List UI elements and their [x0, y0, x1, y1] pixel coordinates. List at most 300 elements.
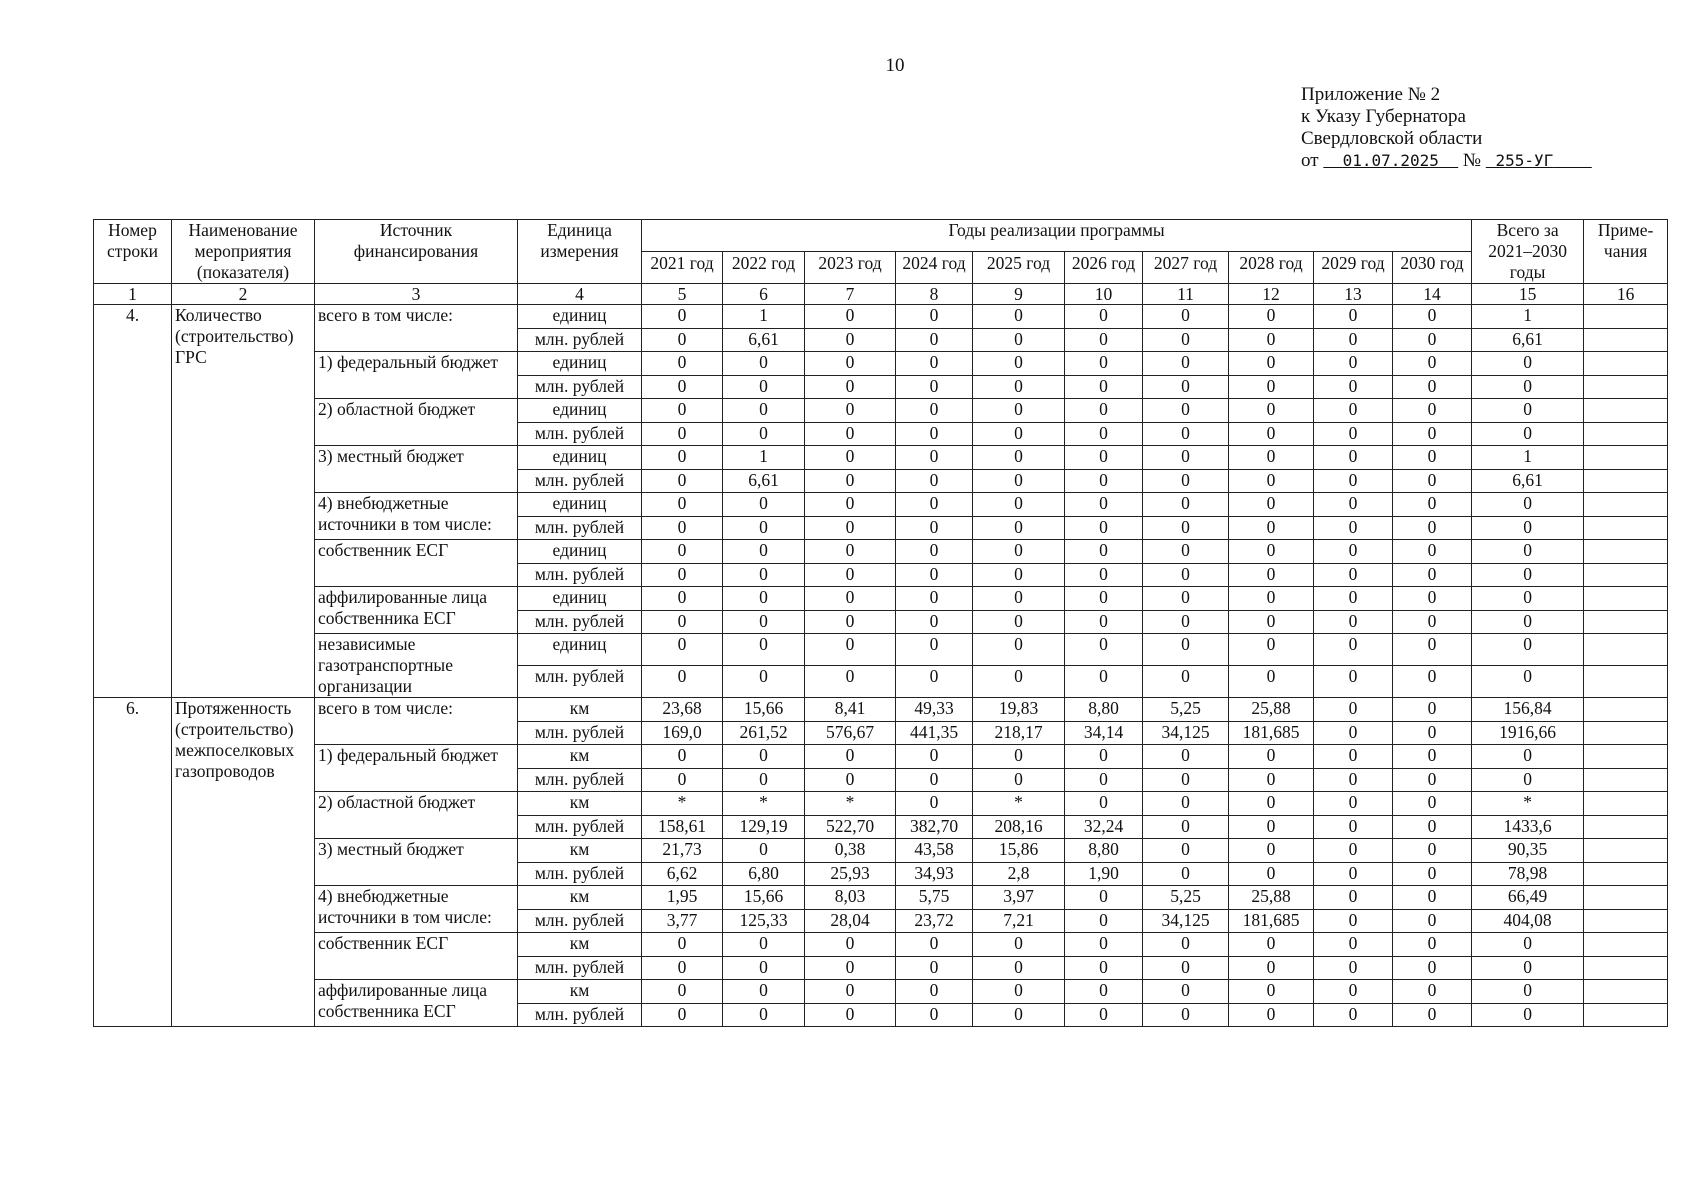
header-years-group: Годы реализации программы: [642, 220, 1472, 252]
year-value: 0: [723, 587, 805, 611]
notes-cell: [1584, 956, 1668, 980]
header-year: 2026 год: [1065, 252, 1143, 284]
total-value: 0: [1472, 768, 1584, 792]
funding-source: 4) внебюджетные источники в том числе:: [315, 886, 518, 933]
year-value: 0: [642, 399, 723, 423]
notes-cell: [1584, 666, 1668, 698]
appendix-title: Приложение № 2: [1301, 84, 1441, 105]
year-value: 0: [1229, 328, 1314, 352]
year-value: 0: [1393, 422, 1472, 446]
funding-source: 4) внебюджетные источники в том числе:: [315, 493, 518, 540]
column-number: 16: [1584, 284, 1668, 305]
year-value: 0: [1229, 399, 1314, 423]
appendix-block: [1301, 84, 1592, 172]
unit-cell: км: [518, 980, 642, 1004]
header-year: 2022 год: [723, 252, 805, 284]
year-value: 0: [1393, 328, 1472, 352]
year-value: 0: [1393, 909, 1472, 933]
notes-cell: [1584, 493, 1668, 517]
year-value: 0: [642, 469, 723, 493]
year-value: 0: [1229, 634, 1314, 666]
notes-cell: [1584, 1003, 1668, 1027]
year-value: 15,66: [723, 698, 805, 722]
total-value: 0: [1472, 1003, 1584, 1027]
year-value: 181,685: [1229, 721, 1314, 745]
date-prefix: от: [1301, 150, 1319, 171]
year-value: 0: [1065, 886, 1143, 910]
notes-cell: [1584, 815, 1668, 839]
column-numbers-row: [94, 284, 1668, 305]
table-row: [94, 446, 1668, 470]
total-value: 0: [1472, 563, 1584, 587]
year-value: 34,125: [1143, 721, 1229, 745]
table-row: [94, 839, 1668, 863]
notes-cell: [1584, 933, 1668, 957]
year-value: 6,62: [642, 862, 723, 886]
year-value: 32,24: [1065, 815, 1143, 839]
header-year: 2025 год: [973, 252, 1065, 284]
year-value: 8,80: [1065, 839, 1143, 863]
year-value: 0: [805, 352, 896, 376]
year-value: 0: [973, 745, 1065, 769]
table-row: [94, 540, 1668, 564]
notes-cell: [1584, 587, 1668, 611]
year-value: 0: [723, 666, 805, 698]
total-value: 1916,66: [1472, 721, 1584, 745]
column-number: 6: [723, 284, 805, 305]
year-value: 0: [896, 446, 973, 470]
year-value: 0: [1143, 745, 1229, 769]
notes-cell: [1584, 399, 1668, 423]
year-value: 0: [1314, 815, 1393, 839]
year-value: 0: [896, 352, 973, 376]
year-value: 0: [805, 634, 896, 666]
table-row: [94, 886, 1668, 910]
year-value: 0: [1143, 399, 1229, 423]
table-row: [94, 305, 1668, 329]
year-value: 0: [1065, 792, 1143, 816]
year-value: 0: [1314, 792, 1393, 816]
year-value: 6,61: [723, 469, 805, 493]
year-value: 0: [896, 563, 973, 587]
year-value: 0: [973, 980, 1065, 1004]
year-value: 0: [1143, 980, 1229, 1004]
year-value: 0: [1143, 446, 1229, 470]
year-value: 0: [896, 792, 973, 816]
notes-cell: [1584, 375, 1668, 399]
year-value: 0: [896, 956, 973, 980]
year-value: 0: [805, 956, 896, 980]
year-value: 0: [973, 516, 1065, 540]
year-value: 0: [1065, 666, 1143, 698]
year-value: 0: [1143, 768, 1229, 792]
year-value: 0: [1314, 305, 1393, 329]
year-value: 0: [723, 540, 805, 564]
year-value: 0: [723, 375, 805, 399]
year-value: 0: [1229, 352, 1314, 376]
year-value: 0: [642, 305, 723, 329]
column-number: 10: [1065, 284, 1143, 305]
section-name: Протяженность (строительство) межпоселковых газопроводов: [172, 698, 315, 1027]
year-value: 0: [1229, 768, 1314, 792]
year-value: 0: [1393, 745, 1472, 769]
table-row: [94, 933, 1668, 957]
unit-cell: км: [518, 933, 642, 957]
year-value: 0: [642, 375, 723, 399]
header-notes: Приме-чания: [1584, 220, 1668, 284]
year-value: 0: [1393, 493, 1472, 517]
year-value: 0: [1393, 516, 1472, 540]
year-value: 15,66: [723, 886, 805, 910]
column-number: 9: [973, 284, 1065, 305]
year-value: 0: [896, 666, 973, 698]
year-value: 0: [1393, 375, 1472, 399]
year-value: 0: [1143, 305, 1229, 329]
year-value: 0: [642, 422, 723, 446]
year-value: 1,95: [642, 886, 723, 910]
number-prefix: №: [1462, 150, 1482, 171]
year-value: 0: [1393, 1003, 1472, 1027]
year-value: 125,33: [723, 909, 805, 933]
notes-cell: [1584, 886, 1668, 910]
total-value: 0: [1472, 666, 1584, 698]
unit-cell: млн. рублей: [518, 862, 642, 886]
total-value: 0: [1472, 399, 1584, 423]
year-value: 0: [1065, 516, 1143, 540]
year-value: 0: [1393, 666, 1472, 698]
year-value: 0: [1314, 328, 1393, 352]
table-row: [94, 980, 1668, 1004]
year-value: 0: [1314, 862, 1393, 886]
year-value: 0: [1229, 540, 1314, 564]
year-value: 0: [723, 516, 805, 540]
year-value: 0: [896, 399, 973, 423]
year-value: 2,8: [973, 862, 1065, 886]
decree-number-value: 255-УГ: [1495, 151, 1554, 170]
section-number: 6.: [94, 698, 172, 1027]
year-value: 522,70: [805, 815, 896, 839]
year-value: 0: [723, 493, 805, 517]
unit-cell: млн. рублей: [518, 956, 642, 980]
year-value: 0: [973, 666, 1065, 698]
year-value: 8,41: [805, 698, 896, 722]
year-value: 8,80: [1065, 698, 1143, 722]
column-number: 15: [1472, 284, 1584, 305]
year-value: 0: [642, 634, 723, 666]
year-value: 0: [1229, 516, 1314, 540]
unit-cell: млн. рублей: [518, 328, 642, 352]
year-value: 0: [723, 956, 805, 980]
year-value: 0: [1065, 933, 1143, 957]
notes-cell: [1584, 698, 1668, 722]
year-value: 0: [642, 516, 723, 540]
year-value: 0: [1065, 469, 1143, 493]
year-value: 0: [1143, 352, 1229, 376]
year-value: 0: [1065, 587, 1143, 611]
year-value: 0: [1314, 909, 1393, 933]
year-value: 0: [896, 634, 973, 666]
year-value: 0: [1143, 493, 1229, 517]
year-value: 0: [1314, 1003, 1393, 1027]
year-value: 0: [896, 768, 973, 792]
year-value: 261,52: [723, 721, 805, 745]
year-value: 0: [805, 399, 896, 423]
year-value: 0: [973, 933, 1065, 957]
column-number: 8: [896, 284, 973, 305]
year-value: 0: [1065, 540, 1143, 564]
notes-cell: [1584, 909, 1668, 933]
year-value: 0: [1393, 980, 1472, 1004]
year-value: 0: [805, 768, 896, 792]
year-value: 0: [1393, 933, 1472, 957]
funding-source: 1) федеральный бюджет: [315, 745, 518, 792]
year-value: 0: [642, 1003, 723, 1027]
year-value: 0: [1393, 305, 1472, 329]
year-value: 0: [1314, 422, 1393, 446]
year-value: 0: [896, 493, 973, 517]
year-value: 0: [896, 375, 973, 399]
year-value: 0: [805, 493, 896, 517]
unit-cell: единиц: [518, 634, 642, 666]
year-value: 0: [1229, 980, 1314, 1004]
unit-cell: единиц: [518, 446, 642, 470]
unit-cell: км: [518, 792, 642, 816]
year-value: 218,17: [973, 721, 1065, 745]
year-value: 0: [723, 768, 805, 792]
column-number: 14: [1393, 284, 1472, 305]
year-value: 0: [723, 980, 805, 1004]
year-value: 0: [973, 422, 1065, 446]
year-value: 34,125: [1143, 909, 1229, 933]
year-value: 0: [1393, 563, 1472, 587]
year-value: 0: [1229, 422, 1314, 446]
unit-cell: млн. рублей: [518, 1003, 642, 1027]
total-value: *: [1472, 792, 1584, 816]
year-value: 0: [805, 666, 896, 698]
appendix-date-line: [1301, 150, 1592, 172]
year-value: 0: [1065, 399, 1143, 423]
notes-cell: [1584, 721, 1668, 745]
year-value: 23,72: [896, 909, 973, 933]
unit-cell: единиц: [518, 587, 642, 611]
funding-source: аффилированные лица собственника ЕСГ: [315, 587, 518, 634]
year-value: 0: [805, 328, 896, 352]
total-value: 0: [1472, 587, 1584, 611]
year-value: 0: [805, 980, 896, 1004]
unit-cell: км: [518, 886, 642, 910]
year-value: 0: [805, 516, 896, 540]
total-value: 404,08: [1472, 909, 1584, 933]
unit-cell: км: [518, 745, 642, 769]
year-value: 5,25: [1143, 698, 1229, 722]
year-value: 0: [642, 587, 723, 611]
year-value: 0: [723, 1003, 805, 1027]
year-value: 0: [1314, 634, 1393, 666]
funding-source: собственник ЕСГ: [315, 540, 518, 587]
funding-source: 2) областной бюджет: [315, 399, 518, 446]
year-value: 25,93: [805, 862, 896, 886]
notes-cell: [1584, 792, 1668, 816]
total-value: 66,49: [1472, 886, 1584, 910]
year-value: 169,0: [642, 721, 723, 745]
year-value: 0: [973, 768, 1065, 792]
year-value: 0: [1314, 933, 1393, 957]
year-value: 0: [723, 839, 805, 863]
year-value: 0: [642, 610, 723, 634]
year-value: 0: [1393, 540, 1472, 564]
total-value: 1: [1472, 305, 1584, 329]
year-value: 0: [973, 446, 1065, 470]
notes-cell: [1584, 422, 1668, 446]
year-value: 0: [1393, 956, 1472, 980]
year-value: 0: [1229, 862, 1314, 886]
year-value: 0: [1393, 610, 1472, 634]
header-year: 2030 год: [1393, 252, 1472, 284]
year-value: 0: [1314, 352, 1393, 376]
decree-number: [1486, 151, 1592, 170]
year-value: 0: [1314, 698, 1393, 722]
header-year: 2028 год: [1229, 252, 1314, 284]
year-value: 0: [1314, 375, 1393, 399]
total-value: 0: [1472, 745, 1584, 769]
funding-source: всего в том числе:: [315, 305, 518, 352]
column-number: 11: [1143, 284, 1229, 305]
year-value: 0: [1229, 839, 1314, 863]
year-value: 0: [1143, 563, 1229, 587]
year-value: 0: [723, 399, 805, 423]
total-value: 0: [1472, 516, 1584, 540]
unit-cell: единиц: [518, 540, 642, 564]
notes-cell: [1584, 516, 1668, 540]
year-value: 0: [896, 328, 973, 352]
year-value: 0: [642, 768, 723, 792]
year-value: 19,83: [973, 698, 1065, 722]
year-value: 5,75: [896, 886, 973, 910]
year-value: 0: [1143, 375, 1229, 399]
year-value: 181,685: [1229, 909, 1314, 933]
table-row: [94, 587, 1668, 611]
year-value: 0: [1229, 815, 1314, 839]
year-value: 0: [1229, 745, 1314, 769]
year-value: 0: [1314, 666, 1393, 698]
year-value: 0: [896, 587, 973, 611]
total-value: 0: [1472, 956, 1584, 980]
unit-cell: млн. рублей: [518, 422, 642, 446]
year-value: 28,04: [805, 909, 896, 933]
year-value: 0: [1393, 587, 1472, 611]
year-value: 0: [1143, 792, 1229, 816]
unit-cell: млн. рублей: [518, 815, 642, 839]
table-row: [94, 745, 1668, 769]
unit-cell: единиц: [518, 352, 642, 376]
total-value: 90,35: [1472, 839, 1584, 863]
header-total: Всего за 2021–2030 годы: [1472, 220, 1584, 284]
year-value: 0: [642, 666, 723, 698]
year-value: 8,03: [805, 886, 896, 910]
unit-cell: млн. рублей: [518, 375, 642, 399]
year-value: 0: [1314, 446, 1393, 470]
section-number: 4.: [94, 305, 172, 698]
year-value: 0: [1393, 768, 1472, 792]
year-value: 0: [1229, 305, 1314, 329]
notes-cell: [1584, 540, 1668, 564]
year-value: 0: [723, 352, 805, 376]
year-value: 0: [1314, 469, 1393, 493]
year-value: 0: [1143, 956, 1229, 980]
total-value: 0: [1472, 422, 1584, 446]
year-value: 0: [1393, 634, 1472, 666]
year-value: 25,88: [1229, 698, 1314, 722]
table-row: [94, 792, 1668, 816]
year-value: 0: [973, 1003, 1065, 1027]
year-value: 0: [1393, 446, 1472, 470]
year-value: 6,80: [723, 862, 805, 886]
year-value: 0: [1143, 610, 1229, 634]
decree-date-value: 01.07.2025: [1342, 151, 1439, 170]
year-value: 0: [642, 563, 723, 587]
year-value: 0: [1065, 980, 1143, 1004]
year-value: 0: [1143, 933, 1229, 957]
year-value: 0: [1229, 563, 1314, 587]
notes-cell: [1584, 980, 1668, 1004]
table-row: [94, 634, 1668, 666]
year-value: 25,88: [1229, 886, 1314, 910]
year-value: *: [973, 792, 1065, 816]
year-value: 0: [973, 956, 1065, 980]
year-value: 0,38: [805, 839, 896, 863]
unit-cell: млн. рублей: [518, 909, 642, 933]
year-value: 0: [805, 745, 896, 769]
year-value: 0: [642, 956, 723, 980]
year-value: 0: [723, 563, 805, 587]
year-value: 0: [896, 933, 973, 957]
year-value: 0: [805, 469, 896, 493]
year-value: 0: [805, 933, 896, 957]
year-value: 0: [1143, 634, 1229, 666]
year-value: 0: [642, 493, 723, 517]
header-year: 2027 год: [1143, 252, 1229, 284]
column-number: 1: [94, 284, 172, 305]
notes-cell: [1584, 768, 1668, 792]
year-value: 0: [1229, 1003, 1314, 1027]
year-value: 0: [1393, 399, 1472, 423]
unit-cell: млн. рублей: [518, 469, 642, 493]
unit-cell: км: [518, 839, 642, 863]
unit-cell: единиц: [518, 399, 642, 423]
year-value: 0: [805, 422, 896, 446]
header-year: 2023 год: [805, 252, 896, 284]
year-value: 0: [1143, 587, 1229, 611]
year-value: 0: [1065, 634, 1143, 666]
year-value: 0: [805, 305, 896, 329]
year-value: 0: [1314, 956, 1393, 980]
year-value: 0: [642, 933, 723, 957]
year-value: 0: [1065, 768, 1143, 792]
year-value: 0: [1393, 698, 1472, 722]
year-value: 0: [1314, 610, 1393, 634]
notes-cell: [1584, 839, 1668, 863]
year-value: 34,14: [1065, 721, 1143, 745]
year-value: 43,58: [896, 839, 973, 863]
column-number: 12: [1229, 284, 1314, 305]
year-value: 0: [1314, 721, 1393, 745]
appendix-region: Свердловской области: [1301, 128, 1483, 149]
year-value: 0: [1065, 1003, 1143, 1027]
total-value: 0: [1472, 375, 1584, 399]
year-value: 0: [1229, 610, 1314, 634]
year-value: 0: [1143, 516, 1229, 540]
year-value: 0: [896, 305, 973, 329]
